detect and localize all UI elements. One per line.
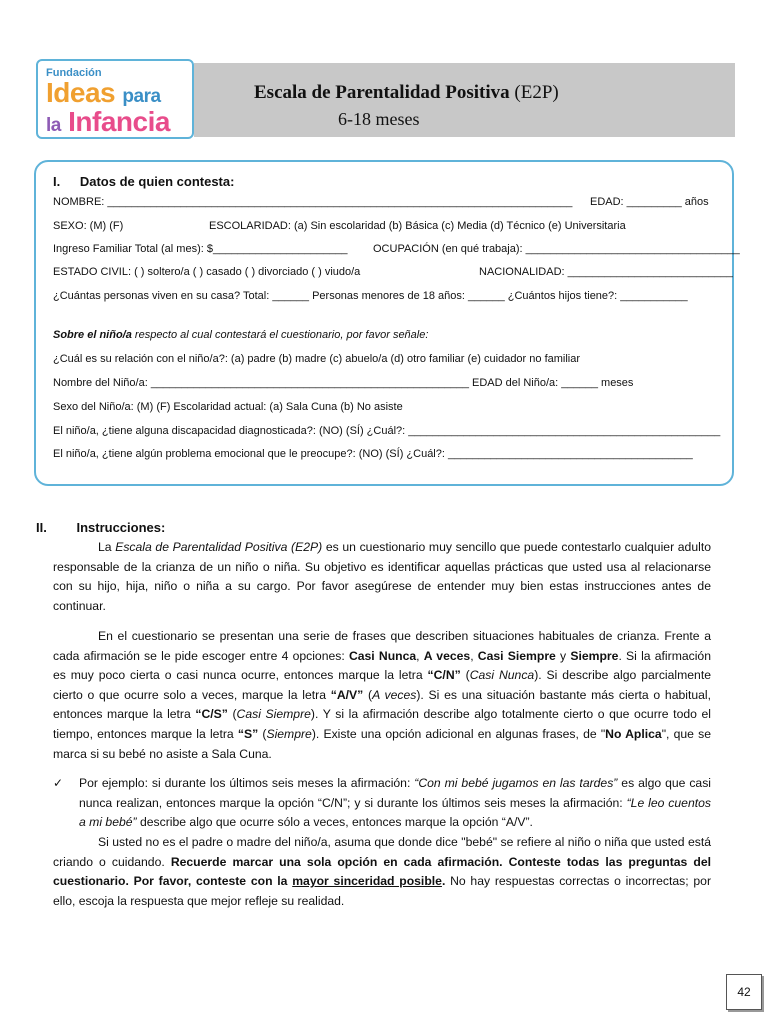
logo-ideas: Ideas — [46, 77, 116, 108]
section-1-number: I. — [53, 174, 61, 189]
p2-casi-siempre: Casi Siempre — [477, 648, 556, 663]
p2-r: ). Existe una opción adicional en algunas frases, de " — [311, 726, 606, 741]
nacionalidad-field[interactable]: NACIONALIDAD: ___________________________ — [479, 266, 733, 278]
edad-nino-field[interactable]: EDAD del Niño/a: ______ meses — [472, 377, 634, 389]
p2-cn: “C/N” — [427, 668, 461, 683]
discapacidad-field[interactable]: El niño/a, ¿tiene alguna discapacidad diagnosticada?: (NO) (SÍ) ¿Cuál?: ___________________________________________________ — [53, 425, 721, 437]
p2-a-veces: A veces — [423, 648, 471, 663]
logo-fundacion-text: Fundación — [46, 67, 102, 79]
p3-example-1: “Con mi bebé jugamos en las tardes” — [414, 776, 618, 790]
p3-c: es algo que casi nunca realizan, entonces marque la opción “C/N”; y si durante los últimos seis meses la afirmación: — [79, 776, 712, 810]
p2-casi-nunca: Casi Nunca — [348, 648, 417, 663]
p4-a: Si usted no es el padre o madre del niño/a, asuma que donde dice "bebé" se refiere al niño o niña que usted está criando o cuidando. — [53, 835, 711, 869]
p2-f: . Si la afirmación es muy poco cierta o casi nunca ocurre, entonces marque la letra — [53, 648, 711, 683]
logo-la: la — [46, 115, 61, 136]
p2-t: ", que se marca si su bebé no asiste a Sala Cuna. — [53, 726, 711, 761]
relacion-field[interactable]: ¿Cuál es su relación con el niño/a?: (a) padre (b) madre (c) abuelo/a (d) otro familiar (e) cuidador no familiar — [53, 353, 581, 365]
p2-s-italic: Siempre — [266, 726, 312, 741]
nombre-field[interactable]: NOMBRE: ____________________________________________________________________________ — [53, 196, 573, 208]
p2-cn-italic: Casi Nunca — [469, 668, 535, 683]
p3-example-2: “Le leo cuentos a mi bebé” — [79, 795, 711, 830]
p1-c: es un cuestionario muy sencillo que puede contestarlo cualquier adulto responsable de la crianza de un niño o niña. Su objetivo es identificar aquellas prácticas que usted usa al relacionarse con su hijo, hija, niño o niña a su cargo. Por favor asegúrese de entender muy bien estas instrucciones antes de continuar. — [53, 540, 711, 613]
instructions-example — [53, 774, 711, 833]
instructions-paragraph-4 — [53, 833, 711, 911]
emocional-field[interactable]: El niño/a, ¿tiene algún problema emocional que le preocupe?: (NO) (SÍ) ¿Cuál?: ________________________________________ — [53, 448, 693, 460]
title-main: Escala de Parentalidad Positiva — [254, 82, 510, 103]
sexo-field[interactable]: SEXO: (M) (F) — [53, 220, 124, 232]
p4-e: No hay respuestas correctas o incorrectas; por ello, escoja la respuesta que mejor refleje su realidad. — [53, 874, 711, 908]
logo-para: para — [122, 86, 161, 107]
p2-no-aplica: No Aplica — [605, 726, 662, 741]
p3-e: describe algo que ocurre sólo a veces, entonces marque la opción “A/V”. — [136, 815, 533, 830]
p2-l: ). Si es una situación bastante más cierta o habitual, entonces marque la letra — [53, 687, 712, 722]
p2-siempre: Siempre — [570, 648, 619, 663]
instructions-paragraph-1 — [53, 538, 711, 616]
logo-infancia: Infancia — [68, 106, 170, 137]
section-1-heading — [53, 174, 234, 189]
page-subtitle: 6-18 meses — [338, 109, 420, 129]
instructions-paragraph-2: En el cuestionario se presentan una serie de frases que describen situaciones habituales de crianza. Frente a cada afirmación se le pide escoger entre 4 opciones: Casi Nunca, A veces, Casi Siempre y Siempre. Si la afirmación es muy poco cierta o casi nunca ocurre, entonces marque la letra “C/N” (Casi Nunca). Si describe algo parcialmente cierto o que ocurre solo a veces, marque la letra “A/V” (A veces). Si es una situación bastante más cierta o habitual, entonces marque la letra “C/S” (Casi Siempre). Y si la afirmación describe algo totalmente cierto o que ocurre todo el tiempo, entonces marque la letra “S” (Siempre). Existe una opción adicional en algunas frases, de "No Aplica", que se marca si su bebé no asiste a Sala Cuna. — [53, 629, 712, 761]
section-2-heading — [36, 520, 165, 535]
section-2-title: Instrucciones: — [76, 520, 166, 535]
respondent-data-box — [34, 160, 734, 486]
p3-a: Por ejemplo: si durante los últimos seis meses la afirmación: — [79, 776, 415, 790]
sobre-nino-note — [53, 329, 428, 341]
p2-cs: “C/S” — [195, 707, 228, 722]
fundacion-logo — [36, 59, 194, 139]
check-icon: ✓ — [53, 776, 64, 790]
p2-i: ). Si describe algo parcialmente cierto o que ocurre solo a veces, marque la letra — [53, 668, 711, 702]
p1-a: La — [98, 540, 116, 554]
p2-o: ). Y si la afirmación describe algo totalmente cierto o que ocurre todo el tiempo, entonces marque la letra — [53, 707, 711, 741]
page-number: 42 — [726, 974, 762, 1010]
p2-a: En el cuestionario se presentan una serie de frases que describen situaciones habituales de crianza. Frente a cada afirmación se le pide escoger entre 4 opciones: — [53, 629, 711, 663]
sobre-nino-bold: Sobre el niño/a — [53, 329, 132, 341]
sobre-nino-rest: respecto al cual contestará el cuestionario, por favor señale: — [131, 329, 429, 341]
edad-field[interactable]: EDAD: _________ años — [590, 196, 709, 208]
p1-scale-name: Escala de Parentalidad Positiva (E2P) — [115, 540, 323, 554]
section-1-title: Datos de quien contesta: — [79, 174, 235, 189]
ingreso-field[interactable]: Ingreso Familiar Total (al mes): $______________________ — [53, 243, 348, 255]
p2-av: “A/V” — [330, 687, 364, 702]
title-suffix: (E2P) — [514, 82, 559, 103]
p2-cs-italic: Casi Siempre — [236, 707, 311, 722]
p2-s: “S” — [237, 726, 259, 741]
sexo-nino-field[interactable]: Sexo del Niño/a: (M) (F) Escolaridad actual: (a) Sala Cuna (b) No asiste — [53, 401, 403, 413]
escolaridad-field[interactable]: ESCOLARIDAD: (a) Sin escolaridad (b) Básica (c) Media (d) Técnico (e) Universitaria — [209, 220, 626, 232]
estado-civil-field[interactable]: ESTADO CIVIL: ( ) soltero/a ( ) casado ( ) divorciado ( ) viudo/a — [53, 266, 361, 278]
logo-infancia-line — [46, 108, 170, 140]
nombre-nino-field[interactable]: Nombre del Niño/a: ____________________________________________________ — [53, 377, 469, 389]
section-2-number: II. — [36, 520, 47, 535]
page-title — [254, 82, 559, 104]
p4-bold: Recuerde marcar una sola opción en cada afirmación. Conteste todas las preguntas del cuestionario. Por favor, conteste con la — [53, 854, 712, 889]
p4-period: . — [441, 874, 446, 889]
personas-field[interactable]: ¿Cuántas personas viven en su casa? Total: ______ Personas menores de 18 años: ______ ¿Cuántos hijos tiene?: ___________ — [53, 290, 688, 302]
p2-av-italic: A veces — [372, 687, 417, 702]
ocupacion-field[interactable]: OCUPACIÓN (en qué trabaja): ___________________________________ — [373, 243, 740, 255]
p4-underlined: mayor sinceridad posible — [292, 874, 442, 889]
